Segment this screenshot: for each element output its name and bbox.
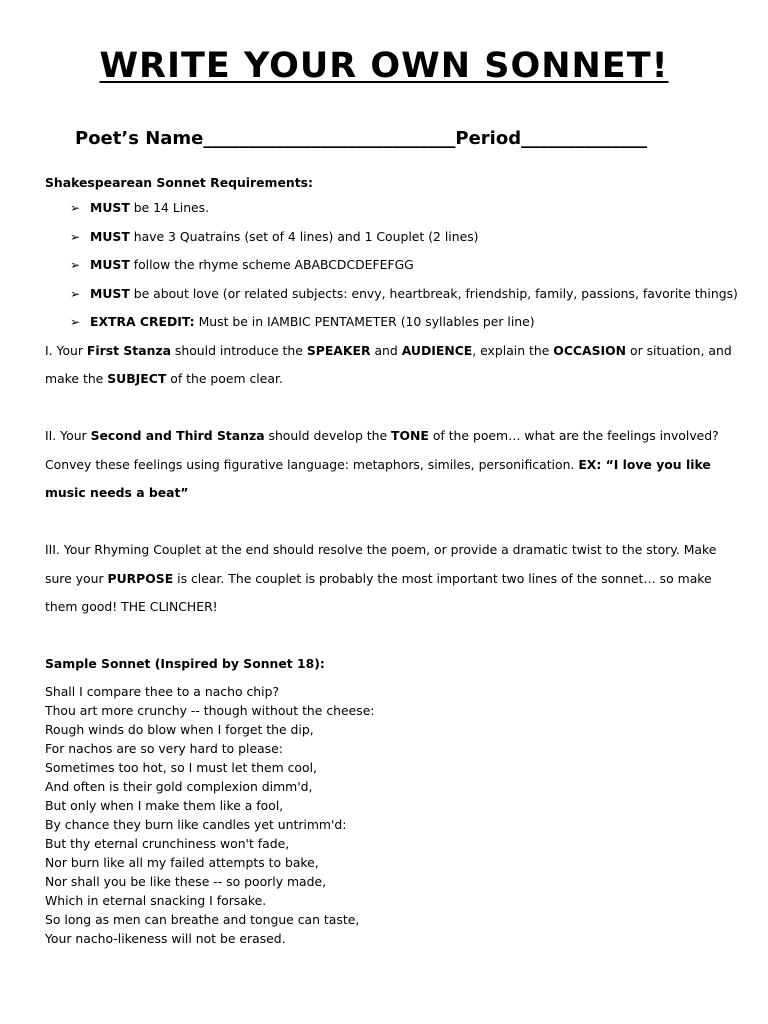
poem-line: For nachos are so very hard to please:	[45, 741, 283, 756]
poem-line: So long as men can breathe and tongue can taste,	[45, 912, 360, 927]
poem-line: Rough winds do blow when I forget the dip,	[45, 722, 314, 737]
requirement-item: ➢ MUST be about love (or related subjects: envy, heartbreak, friendship, family, passions, favorite things)	[70, 280, 735, 309]
poem-line: And often is their gold complexion dimm'd,	[45, 779, 313, 794]
poem-line: Nor burn like all my failed attempts to bake,	[45, 855, 319, 870]
requirement-item: ➢ MUST be 14 Lines.	[70, 194, 735, 223]
poet-name-blank: ____________________________	[203, 128, 456, 149]
poem-line: Thou art more crunchy -- though without the cheese:	[45, 703, 375, 718]
poem-line: Sometimes too hot, so I must let them cool,	[45, 760, 317, 775]
poem-line: Shall I compare thee to a nacho chip?	[45, 684, 280, 699]
arrow-bullet-icon: ➢	[70, 229, 81, 244]
sample-sonnet	[45, 682, 735, 948]
poem-line: Which in eternal snacking I forsake.	[45, 893, 267, 908]
arrow-bullet-icon: ➢	[70, 315, 81, 329]
poem-line: But only when I make them like a fool,	[45, 798, 284, 813]
period-label: Period	[455, 128, 522, 149]
arrow-bullet-icon: ➢	[70, 258, 81, 272]
poet-name-label: Poet’s Name	[75, 128, 204, 149]
poem-line: By chance they burn like candles yet untrimm'd:	[45, 817, 347, 832]
requirement-item: ➢ MUST follow the rhyme scheme ABABCDCDEFEFGG	[70, 251, 735, 280]
requirements-list	[45, 194, 738, 337]
poem-line: Nor shall you be like these -- so poorly made,	[45, 874, 327, 889]
requirement-item: ➢ MUST have 3 Quatrains (set of 4 lines) and 1 Couplet (2 lines)	[70, 223, 735, 252]
name-period-line	[75, 128, 715, 149]
sample-sonnet-heading: Sample Sonnet (Inspired by Sonnet 18):	[45, 656, 325, 671]
requirements-heading: Shakespearean Sonnet Requirements:	[45, 175, 313, 190]
poem-line: Your nacho-likeness will not be erased.	[45, 931, 286, 946]
arrow-bullet-icon: ➢	[70, 201, 81, 215]
couplet-instructions: III. Your Rhyming Couplet at the end should resolve the poem, or provide a dramatic twist to the story. Make sure your PURPOSE is clear. The couplet is probably the most important two lines of the sonnet… so make them good! THE CLINCHER!	[45, 542, 717, 614]
second-third-stanza-instructions: II. Your Second and Third Stanza should develop the TONE of the poem… what are the feelings involved? Convey these feelings using figurative language: metaphors, similes, personification. EX: “I love you like music needs a beat”	[45, 428, 719, 500]
poem-line: But thy eternal crunchiness won't fade,	[45, 836, 290, 851]
period-blank: ______________	[521, 128, 648, 149]
arrow-bullet-icon: ➢	[70, 286, 81, 301]
page-title: WRITE YOUR OWN SONNET!	[99, 46, 669, 86]
worksheet-body	[45, 172, 738, 948]
first-stanza-instructions: I. Your First Stanza should introduce the SPEAKER and AUDIENCE, explain the OCCASION or situation, and make the SUBJECT of the poem clear.	[45, 342, 732, 386]
requirement-item: ➢ EXTRA CREDIT: Must be in IAMBIC PENTAMETER (10 syllables per line)	[70, 308, 735, 337]
